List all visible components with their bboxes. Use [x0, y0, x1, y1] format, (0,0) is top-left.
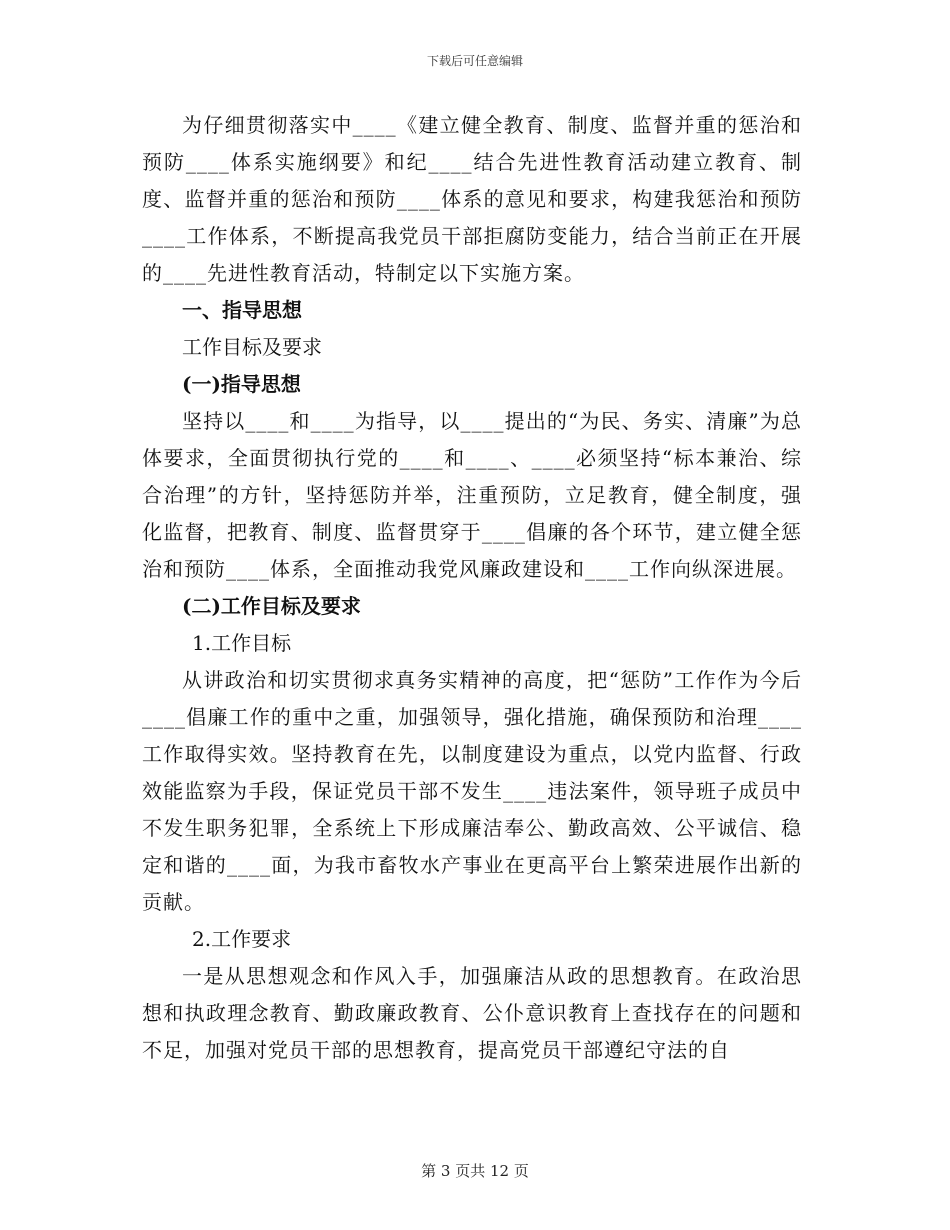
heading-section-1: (一)指导思想	[182, 372, 301, 396]
page-footer: 第 3 页共 12 页	[421, 1162, 529, 1180]
paragraph-intro: 为仔细贯彻落实中____《建立健全教育、制度、监督并重的惩治和预防____体系实施纲要》和纪____结合先进性教育活动建立教育、制度、监督并重的惩治和预防____体系的意见和要求，构建我惩治和预防____工作体系，不断提高我党员干部拒腐防变能力，结合当前正在开展的____先进性教育活动，特制定以下实施方案。	[142, 113, 802, 285]
heading-section-2: (二)工作目标及要求	[182, 594, 361, 618]
subheading-work-requirement: 2.工作要求	[192, 927, 292, 951]
paragraph-guiding: 坚持以____和____为指导，以____提出的“为民、务实、清廉”为总体要求，全面贯彻执行党的____和____、____必须坚持“标本兼治、综合治理”的方针，坚持惩防并举，注重预防，立足教育，健全制度，强化监督，把教育、制度、监督贯穿于____倡廉的各个环节，建立健全惩治和预防____体系，全面推动我党风廉政建设和____工作向纵深进展。	[142, 409, 802, 581]
paragraph-work-requirement: 一是从思想观念和作风入手，加强廉洁从政的思想教育。在政治思想和执政理念教育、勤政廉政教育、公仆意识教育上查找存在的问题和不足，加强对党员干部的思想教育，提高党员干部遵纪守法的自	[142, 964, 802, 1062]
subheading-goals: 工作目标及要求	[182, 335, 322, 359]
paragraph-work-goal: 从讲政治和切实贯彻求真务实精神的高度，把“惩防”工作作为今后____倡廉工作的重中之重，加强领导，强化措施，确保预防和治理____工作取得实效。坚持教育在先，以制度建设为重点，以党内监督、行政效能监察为手段，保证党员干部不发生____违法案件，领导班子成员中不发生职务犯罪，全系统上下形成廉洁奉公、勤政高效、公平诚信、稳定和谐的____面，为我市畜牧水产事业在更高平台上繁荣进展作出新的贡献。	[142, 668, 802, 914]
heading-guiding-thought: 一、指导思想	[182, 298, 302, 322]
document-body	[142, 107, 802, 1069]
subheading-work-goal: 1.工作目标	[192, 631, 292, 655]
page-header: 下载后可任意编辑	[426, 54, 523, 68]
